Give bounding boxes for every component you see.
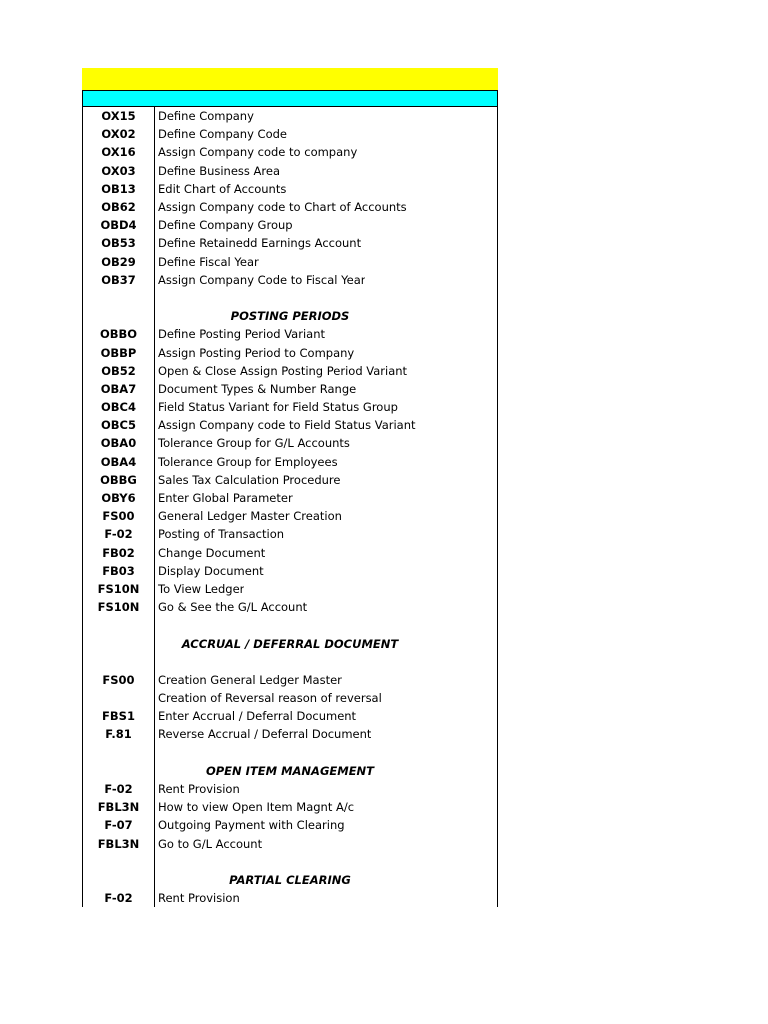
table-row (83, 507, 497, 525)
tcode-cell: OBA4 (100, 454, 137, 469)
table-row (83, 325, 497, 343)
description-cell: Rent Provision (158, 782, 240, 797)
tcode-cell: OB53 (101, 236, 136, 251)
table-row (83, 380, 497, 398)
section-heading (83, 307, 497, 325)
tcode-cell: OX02 (101, 127, 136, 142)
blank-row (83, 289, 497, 307)
description-cell: Define Fiscal Year (158, 254, 259, 269)
table-row (83, 525, 497, 543)
yellow-header-band (82, 68, 498, 90)
table-row (83, 216, 497, 234)
table-row (83, 489, 497, 507)
description-cell: Open & Close Assign Posting Period Variant (158, 363, 408, 378)
table-row (83, 471, 497, 489)
tcode-cell: FS10N (97, 581, 140, 596)
description-cell: Enter Global Parameter (158, 491, 293, 506)
spreadsheet (82, 68, 498, 907)
description-cell: Rent Provision (158, 891, 240, 906)
table-row (83, 162, 497, 180)
table-row (83, 835, 497, 853)
table-row (83, 253, 497, 271)
table-row (83, 125, 497, 143)
description-cell: Enter Accrual / Deferral Document (158, 709, 357, 724)
table-row (83, 343, 497, 361)
description-cell: Assign Company Code to Fiscal Year (158, 272, 366, 287)
tcode-cell: OBA7 (100, 381, 137, 396)
description-cell: Posting of Transaction (158, 527, 285, 542)
description-cell: Edit Chart of Accounts (158, 181, 287, 196)
description-cell: Display Document (158, 563, 264, 578)
tcode-cell: OBC4 (101, 400, 136, 415)
tcode-cell: OB62 (101, 200, 136, 215)
tcode-cell: F.81 (105, 727, 132, 742)
tcode-cell: FS00 (102, 672, 135, 687)
tcode-cell: F-02 (104, 891, 133, 906)
tcode-cell: OBY6 (101, 491, 136, 506)
blank-row (83, 744, 497, 762)
description-cell: Define Company Group (158, 218, 293, 233)
description-cell: Define Business Area (158, 163, 281, 178)
tcode-cell: OBD4 (100, 218, 137, 233)
table-row (83, 689, 497, 707)
description-cell: Document Types & Number Range (158, 381, 357, 396)
tcode-cell: OBA0 (100, 436, 137, 451)
description-cell: Creation General Ledger Master (158, 672, 342, 687)
table-row (83, 725, 497, 743)
tcode-cell: FS00 (102, 509, 135, 524)
table-row (83, 889, 497, 907)
table-row (83, 434, 497, 452)
table-row (83, 453, 497, 471)
tcode-cell: OX03 (101, 163, 136, 178)
tcode-cell: OX15 (101, 109, 136, 124)
tcode-cell: OBBP (100, 345, 137, 360)
section-heading-label: OPEN ITEM MANAGEMENT (205, 763, 375, 778)
table-row (83, 107, 497, 125)
blank-row (83, 853, 497, 871)
tcode-cell: OB37 (101, 272, 136, 287)
description-cell: Field Status Variant for Field Status Group (158, 400, 398, 415)
table-row (83, 562, 497, 580)
description-cell: Define Company (158, 109, 254, 124)
table-row (83, 671, 497, 689)
description-cell: Creation of Reversal reason of reversal (158, 691, 382, 706)
description-cell: Change Document (158, 545, 266, 560)
tcode-cell: FS10N (97, 600, 140, 615)
table-row (83, 180, 497, 198)
tcode-cell: OX16 (101, 145, 136, 160)
table-row (83, 816, 497, 834)
blank-row (83, 616, 497, 634)
tcode-cell: F-02 (104, 527, 133, 542)
section-heading-label: ACCRUAL / DEFERRAL DOCUMENT (181, 636, 399, 651)
section-heading-label: PARTIAL CLEARING (229, 872, 351, 887)
description-cell: Tolerance Group for G/L Accounts (158, 436, 350, 451)
tcode-cell: FBL3N (97, 800, 140, 815)
table-row (83, 234, 497, 252)
description-cell: General Ledger Master Creation (158, 509, 342, 524)
description-cell: Go & See the G/L Account (158, 600, 308, 615)
description-cell: Outgoing Payment with Clearing (158, 818, 345, 833)
section-heading (83, 762, 497, 780)
table-row (83, 143, 497, 161)
table-row (83, 198, 497, 216)
description-cell: Go to G/L Account (158, 836, 263, 851)
tcode-cell: OBBG (100, 472, 137, 487)
tcode-cell: OB29 (101, 254, 136, 269)
description-cell: Assign Posting Period to Company (158, 345, 355, 360)
tcode-table (82, 107, 498, 907)
tcode-cell: FB03 (102, 563, 135, 578)
blank-row (83, 653, 497, 671)
table-row (83, 580, 497, 598)
description-cell: Sales Tax Calculation Procedure (158, 472, 341, 487)
tcode-cell: FB02 (102, 545, 135, 560)
tcode-cell: OBC5 (101, 418, 136, 433)
section-heading (83, 634, 497, 652)
cyan-header-band (82, 90, 498, 107)
tcode-cell: FBS1 (102, 709, 135, 724)
tcode-cell: FBL3N (97, 836, 140, 851)
table-row (83, 362, 497, 380)
table-row (83, 707, 497, 725)
description-cell: Define Retainedd Earnings Account (158, 236, 362, 251)
section-heading (83, 871, 497, 889)
tcode-cell: OB52 (101, 363, 136, 378)
description-cell: Assign Company code to Chart of Accounts (158, 200, 407, 215)
description-cell: Tolerance Group for Employees (158, 454, 338, 469)
description-cell: Reverse Accrual / Deferral Document (158, 727, 372, 742)
tcode-cell: F-07 (104, 818, 133, 833)
table-row (83, 798, 497, 816)
table-row (83, 416, 497, 434)
table-row (83, 544, 497, 562)
section-heading-label: POSTING PERIODS (230, 309, 350, 324)
table-row (83, 271, 497, 289)
tcode-cell: OBBO (99, 327, 138, 342)
table-row (83, 598, 497, 616)
description-cell: Assign Company code to company (158, 145, 358, 160)
description-cell: How to view Open Item Magnt A/c (158, 800, 355, 815)
tcode-cell: F-02 (104, 782, 133, 797)
description-cell: To View Ledger (158, 581, 245, 596)
description-cell: Define Company Code (158, 127, 287, 142)
description-cell: Define Posting Period Variant (158, 327, 325, 342)
tcode-cell: OB13 (101, 181, 136, 196)
description-cell: Assign Company code to Field Status Variant (158, 418, 416, 433)
table-row (83, 398, 497, 416)
table-row (83, 780, 497, 798)
